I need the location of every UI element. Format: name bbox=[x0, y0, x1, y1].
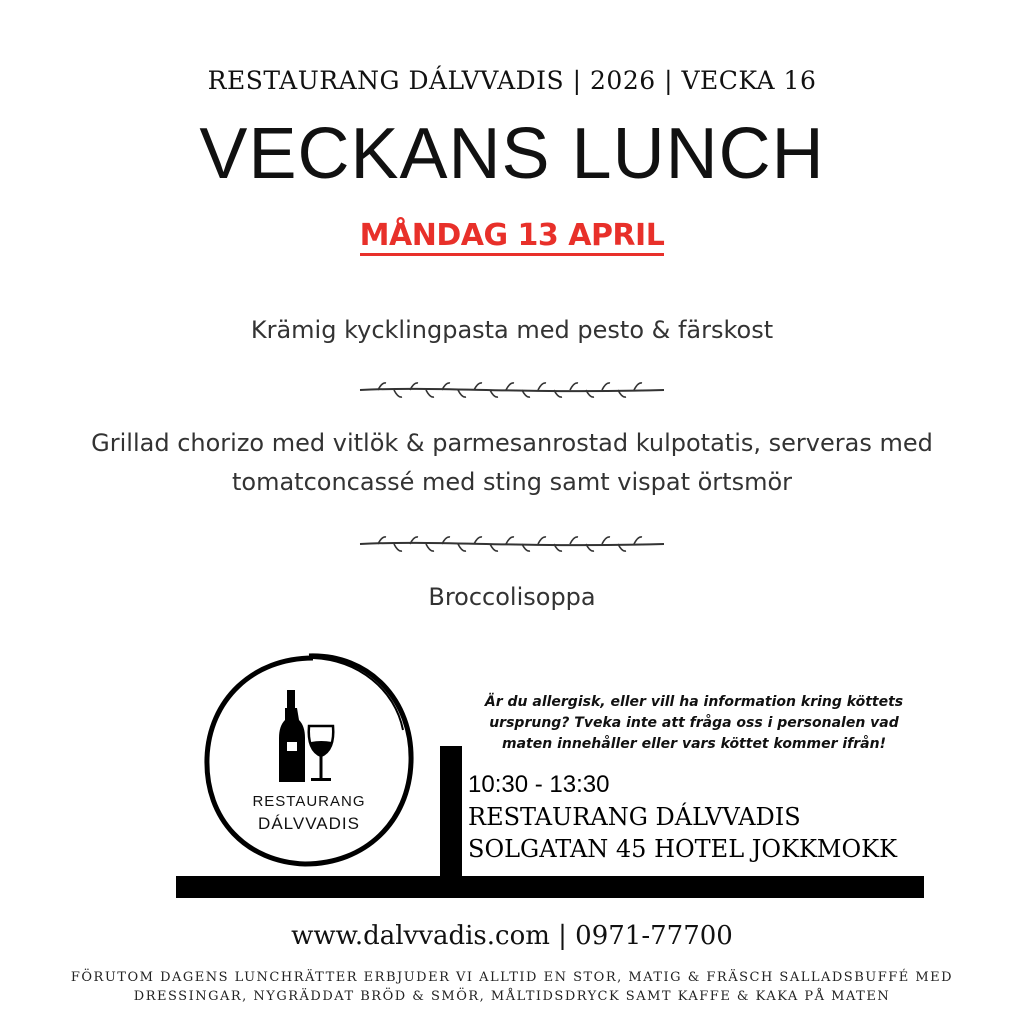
allergy-notice-line-1: Är du allergisk, eller vill ha information kring köttets bbox=[484, 694, 904, 710]
logo-text-line-1: RESTAURANG bbox=[252, 793, 366, 810]
footer-note bbox=[0, 968, 1024, 1006]
contact-info: www.dalvvadis.com | 0971-77700 bbox=[291, 921, 733, 951]
restaurant-name: RESTAURANG DÁLVVADIS bbox=[468, 803, 801, 831]
wine-glass-icon bbox=[309, 726, 334, 781]
vertical-divider-bar bbox=[440, 746, 462, 884]
logo-text-line-2: DÁLVVADIS bbox=[258, 814, 360, 833]
vine-divider-icon bbox=[358, 532, 666, 556]
page-title: VECKANS LUNCH bbox=[199, 114, 825, 194]
restaurant-logo bbox=[199, 650, 419, 870]
wine-bottle-icon bbox=[279, 690, 305, 782]
dish-2-line-2: tomatconcassé med sting samt vispat örtsmör bbox=[231, 468, 793, 496]
allergy-notice-line-2: ursprung? Tveka inte att fråga oss i personalen vad bbox=[489, 715, 899, 731]
footer-note-line-2: DRESSINGAR, NYGRÄDDAT BRÖD & SMÖR, MÅLTIDSDRYCK SAMT KAFFE & KAKA PÅ MATEN bbox=[133, 989, 891, 1004]
restaurant-address: SOLGATAN 45 HOTEL JOKKMOKK bbox=[468, 835, 898, 863]
header-line: RESTAURANG DÁLVVADIS | 2026 | VECKA 16 bbox=[207, 66, 817, 95]
dish-2 bbox=[0, 424, 1024, 502]
dish-3: Broccolisoppa bbox=[428, 583, 596, 611]
menu-date-text: MÅNDAG 13 APRIL bbox=[360, 218, 665, 256]
footer-note-line-1: FÖRUTOM DAGENS LUNCHRÄTTER ERBJUDER VI ALLTID EN STOR, MATIG & FRÄSCH SALLADSBUFFÉ MED bbox=[70, 970, 954, 985]
vine-divider-icon bbox=[358, 378, 666, 402]
allergy-notice-line-3: maten innehåller eller vars köttet kommer ifrån! bbox=[502, 736, 886, 752]
menu-date bbox=[0, 216, 1024, 256]
dish-2-line-1: Grillad chorizo med vitlök & parmesanrostad kulpotatis, serveras med bbox=[91, 429, 933, 457]
allergy-notice bbox=[462, 692, 926, 755]
horizontal-divider-bar bbox=[176, 876, 924, 898]
opening-hours: 10:30 - 13:30 bbox=[468, 771, 610, 798]
dish-1: Krämig kycklingpasta med pesto & färskost bbox=[250, 316, 774, 344]
